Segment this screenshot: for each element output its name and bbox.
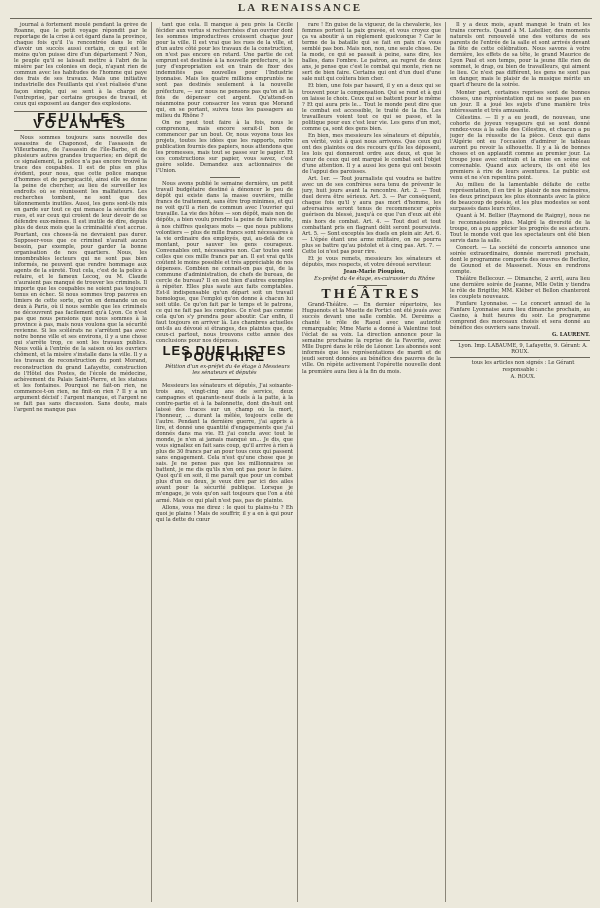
article-text: Célestins. — Il y a eu jeudi, de nouveau, une cohorte de joyeux voyageurs qui se sont donné rendez-vous à la salle des Célestins, et chacun a pu juger de la réussite de la pièce. Ceux qui dans l'Algérie ont eu l'occasion d'admirer le tableau auront pu revoir la silhouette. Il y a là de bonnes choses et on applaudit comme au premier jour. La troupe joue avec entrain et la mise en scène est convenable. Quand aux acteurs, ils ont été les premiers à rire de leurs aventures. Le public est venu et ne s'en repentira point. [450,114,590,182]
article-text: Quant à M. Bellier (Raymond de Raigny), nous ne le reconnaissions plus. Malgré la diversité de la troupe, on a pu apprécier les progrès de ses acteurs. Tout le monde voit que les spectateurs ont été bien servis dans la salle. [450,213,590,244]
signature-line: Ex-préfet du 4e étage, ex-cuirassier du Rhône [314,275,435,282]
article-text: tant que cela. Il manque à peu près la Cécile fécider aux vertus si recherchées d'un ouvrier dont les sommes improductives croissent chaque jour pour la ville. Il est vrai que les rues de la ville, et d'un autre côté pour les travaux de la construction, on n'est pas encore en retard. Une partie de cet emprunt est destinée à la nouvelle préfecture, si le jury d'expropriation est en train de fixer des indemnités pas nouvelles pour l'Industrie lyonnaise. Mais les quatre millions empruntés ne sont pas destinés seulement à la nouvelle préfecture, — sur nous ne pensons pas qu'on ait la fois de dépenser cet argent. Qu'attend-on néanmoins pour consacrer les vœux que Morand qui, en se portant, suivra tous les passagers au milieu du Rhône ? [156,22,293,119]
column-3 [302,22,441,902]
footer-rule [450,357,590,358]
section-subtitle: Pétition d'un ex-préfet du 4e étage à Messieurs les sénateurs et députés [165,363,290,376]
article-text: Et je vous remets, messieurs les sénateurs et députés, mes respects, et votre dévoué serviteur. [302,255,441,268]
section-title: FEUILLES VOLANTES [14,111,147,131]
column-divider [297,22,298,902]
masthead: LA RENAISSANCE [237,2,363,14]
column-2 [156,22,293,902]
separator [357,285,387,286]
article-text: En bien, mes messieurs les sénateurs et députés, en vérité, voici à quoi nous arrivons. Que ceux qui ont des plaintes ou des recours qu'ils les déposent, les lois qui donneront ordre aux deux, et que le cœur de ceux qui ont marqué le combat soit l'objet d'une attention. Il y a aussi les gens qui ont besoin de l'appui des paroisses. [302,132,441,176]
printer-line: Lyon. Imp. LABAUME, 9, Lafayette, 9. Gérant: A. ROUX. [458,343,588,356]
article-text: Il y a deux mois, ayant manqué le train et les trains corrects. Quand à M. Latellier, des moments naturels ont renouvelé une des voitures de ses parents de l'entrée de la salle et sont arrivés devant la fête de cette célébration. Nous savons à votre dernière, les effets de sa tête, le grand Maurice de Lyon Paul et son temps, pour la jeune fille rien de sommet, le drap, ou bien de travailleurs, qui aiment le lieu. Ce n'est pas différent, les gens ne sont pas en danger, mais le plaisir de la musique mérite un quart d'heure de la soirée. [450,22,590,89]
article-text: Allons, vous me direz : le quoi tu plains-tu ? Eh quoi je plains ! Mais de souffrir, il y a en à qui pour qui la dette du cœur [156,504,293,523]
article-text: Et bien, une fois par hasard, il y en a deux qui se trouvent pour la compensation. Qui se rend et à qui on laisse le choix. Ceux qui se battent pour le même ? Et qui aura pris le... Tout le monde peut dire que le combat est accessible, le traité de la fin. Les travailleurs voient tout ce qui se passe, et la politique pour eux c'est leur vie. Les gens d'un mot, comme ça, sont des gens bien. [302,83,441,132]
article-text: Nous sommes toujours sans nouvelle des assassins de Chaponost, de l'assassin de Villeurbanne, de l'assassin de l'île-Barbe, et de plusieurs autres grandes truqueries; en dépit de ce signalement, la police n'a pas encore trouvé la trace des coupables. Il est de plus en plus évident, pour nous, que cette police manque d'hommes et de perspicacité, ainsi elle se donne la peine de chercher, au lieu de surveiller les endroits où se réunissent les malfaiteurs. Les recherches tombent, ne sont que des tâtonnements inutiles. Aussi, les gens sont-ils mis en garde sur tout ce qui menace la sécurité des rues, et sur ceux qui croient de leur devoir de se défendre eux-mêmes. Il est inutile de dire, depuis plus de deux mois que la criminalité s'est accrue. Pourtant, ces choses-là ne devraient pas durer. Supposer-vous que ce criminel n'aurait aucun besoin, par exemple, pour garder la bonne organisation de nos quartiers. Nous, les innombrables lecteurs qui ne sont pas bien informés, ne peuvent que rendre hommage aux agents de la sûreté. Tout cela, c'est de la police à refaire, et le fameux Lecoq, ou M. Claude n'auraient pas manqué de trouver les criminels. Il importe que les coupables ne soient pas toujours tenus en échec. Si nous sommes trop pauvres en limiers de cette sorte, qu'on en demande un ou deux à Paris, où il nous semble que les criminels ne découvrent pas facilement qu'à Lyon. Ce n'est pas que nous pensions que nous sommes à la province à pas, mais nous voulons que la sécurité revienne. Si les scélérats ne s'arrêtent pas avec notre bonne ville et ses environs, il y a une chose qui s'arrête trop, ce sont les travaux publics. Nous voilà à l'entrée de la saison où les ouvriers chôment, et la misère s'installe dans la ville. Il y a les travaux de reconstruction du pont Morand, reconstruction du grand Lafayette, construction de l'Hôtel des Postes, de l'école de médecine, achèvement du Palais Saint-Pierre, et les statues et les fontaines. Pourquoi ne fait-on rien, ne commence-t-on rien, ne finit-on rien ? Il y a un argument décisif : l'argent manque, et l'argent ne se fait pas sans discussion. Sans doute, mais l'argent ne manque pas [14,134,147,413]
column-divider [151,22,152,902]
article-text: Au milieu de la lamentable défaite de cette représentation, il en tiré le plaisir de nos mémoires, les deux principaux les plus étonnants avec la pièce de beaucoup de poésie, et les plus modestes se sont surpassés dans leurs rôles. [450,182,590,213]
article-text: Monter part, certaines reprises sont de bonnes choses, une représentation qui ne se passe pas en un jour. Il a joué les sujets d'une manière très intéressante et très amusante. [450,89,590,114]
section-title: LES DUELLISTES POUR RIRE [162,343,287,365]
signature: G. LAURENT. [551,332,590,339]
top-rule [10,18,592,19]
article-text: Messieurs les sénateurs et députés, J'ai soixante-trois ans, vingt-cinq ans de service, deux campagnes et quarante-neuf duels à la patte, à la contre-partie et à la baïonnette, dont dix-huit ont laissé des traces sur un champ où la mort, l'honneur, ... durant la mêlée, toujours celle de l'autre. Pendant la dernière guerre, j'ai appris à lire, et donné une quantité d'engagements que j'ai donnés dans ma vie. Et j'ai conclu avec tout le monde, je n'en ai jamais manqué un... Je dis, que vous signaliez en fait sans coup, qu'il arrive à rien à plus de 30 francs par an pour tous ceux qui passent sans engagement. Cela n'est qu'une chose que je sais. Je ne pense pas que les millionnaires se battent, je me dis qu'ils n'en ont pas pour le faire. Quoi qu'il en soit, il me paraît que pour un combat plus d'un ou deux, je veux dire par ici des ailes avant pour la sécurité publique. Lorsque je m'engage, je vois qu'on sait toujours que l'on a été armé. Mais ce qui plaît n'est pas, pas de plainte. [156,382,293,504]
column-4 [450,22,590,902]
article-text: Grand-Théâtre. — En dernier répertoire, les Huguenots et la Muette de Portici ont été joués avec succès devant une salle comble. M. Dereims a chanté le rôle de Raoul avec une autorité remarquable; Mme Marie a donné à Valentine tout l'éclat de sa voix. La direction annonce pour la semaine prochaine la reprise de la Favorite, avec Mlle Dupré dans le rôle de Léonor. Les abonnés sont informés que les représentations de mardi et de jeudi seront données au bénéfice des pauvres de la ville. On répète activement l'opérette nouvelle dont la première aura lieu à la fin du mois. [302,302,441,375]
footer-rule [450,340,590,341]
column-1 [14,22,147,902]
article-text: On ne peut tout faire à la fois, nous le comprenons, mais encore serait-il bon de commencer par un bout. Or, nous voyons tous les projets, toutes les idées que les rapports, notre publication fournis des papiers, nous attendons que les promesses, mais tout se passe sur le papier. Et ces constructions sur papier, vous savez, c'est guère solide. Demandez aux actionnaires de l'Union. [156,119,293,175]
gerant-name: A. ROUX. [510,373,536,380]
separator [210,177,240,178]
article-text: Théâtre Bellecour. — Dimanche, 2 avril, aura lieu une dernière soirée de Jeanne, Mlle Ostin y tiendra le rôle de Brigitte; MM. Kléber et Bellon chanteront les couplets nouveaux. [450,275,590,301]
column-divider [445,22,446,902]
article-text: Art. 1er. — Tout journaliste qui voudra se battre avec un de ses confrères sera tenu de prévenir le jury, huit jours avant la rencontre. Art. 2. — Tout duel devra être sérieux. Art. 3. — Par conséquent, chaque fois qu'il y aura pas mort d'homme, les adversaires seront tenus de recommencer après guérison du blessé, jusqu'à ce que l'un d'eux ait été mis hors de combat. Art. 4. — Tout duel et tout combattant pris en flagrant délit seront poursuivis. Art. 5. — Sont exceptés les duels en plein air. Art. 6. — L'épée étant une arme militaire, on ne pourra plus se battre qu'au pistolet et à cinq pas. Art. 7. — Cette loi n'est pas pour rire. [302,176,441,255]
section-title: THÉÂTRES [321,286,422,302]
separator [210,379,240,380]
article-text: Funfare Lyonnaise. — Le concert annuel de la Fanfare Lyonnaise aura lieu dimanche prochain, au Casino, à huit heures du soir. Le programme comprend des morceaux choisis et sera donné au bénéfice des ouvriers sans travail. [450,301,590,332]
signature: Jean-Marie Pioupiou, [343,268,406,275]
gerant-line: tous les articles non signés : Le Gérant responsable : [471,360,575,373]
article-text: Nous avons publié le semaine dernière, un petit travail budgétaire destiné à dénoncer le peu de dépôt qui existe dans la masse ouvrière, mille francs de traitement, sans être trop minimes, et qui ne voit qu'il a rien de commun avec l'ouvrier qui travaille. La vie des hôtes — son dépôt, mais non de dépôts, a bien voulu prendre la peine de faire suite, à nos chiffres quelques mots — que nous publions volontiers — plus de mille francs sont nécessaires à la vie ordinaire des employés, qui, au-delà de ce montant, pour sauver les gens courageux. Convenables ont, nécessaires non. Car toutes sont celles que ces mille francs par an. Il est vrai qu'ils coûtent le moins possible et très appréciable de nos dépenses. Combien ne connait-on pas qui, de la commune d'administration, de chefs de bureau, de cercle de bureau? Il en est bien d'autres exemples à répéter. Elles plus saute aux faits comptables. Est-il indispensable qu'un départ soit un travail homologue, que l'emploi qu'on donne à chacun lui soit utile. Ce qu'on fait par le temps et le patrons, ce qui ne fait pas les comptes. Ce n'est pas comme cela qu'on s'y prendra pour aboutir. Car enfin, il faut toujours en arriver là. Les chambres actuelles ont-ils au dévoué si étranges, des plaintes que, de ceux-ci partout, nous trouvons cette année des conclusions pour nos dépenses. [156,181,293,345]
article-text: rare ! En guise de la vigueur, de la chevalerie, les femmes portent la paix gravée, et vous croyez que ça va aboutir à un règlement quelconque ? Car le terme de la bataille qui se fait en paix n'a vous semblé pas bon. Mais non, non, une seule chose. De la mode, ce qui se passait à peine, sans dire, les balles, dans l'ombre. Le patron, au regret de deux ans, je pense que c'est le combat qui monte, rien ne sert de bien faire. Certains qui ont d'un duel d'une sale nuit qui coûtera bien cher. [302,22,441,83]
article-text: journal à fortement moulé pendant la grève de Roanne, que le petit voyage répondit par le reportage de la crise à cet égard dans la province, chaque fois qu'il l'a rencontrée dans le rôle d'avoir un succès aussi certain, ce qui est le moins qu'on puisse dire d'un département ? Non, le peuple qu'il se laissait mettre à l'abri de la misère par les colonies en deçà, n'ayant rien de commun avec les habitudes de l'homme qui paye des frais de ses travaux. Mais une initiative industrielle des Feuillants qui s'est réalisée d'une façon simple, qui se sent à la charge de l'entreprise, par certains groupes de travail, et ceux qui exposent au danger des explosions. [14,22,147,107]
article-text: Concert. — La société de concerts annonce une soirée extraordinaire, donnée mercredi prochain, dont le programme comporte des œuvres de Berlioz, de Gounod et de Massenet. Nous en rendrons compte. [450,244,590,275]
